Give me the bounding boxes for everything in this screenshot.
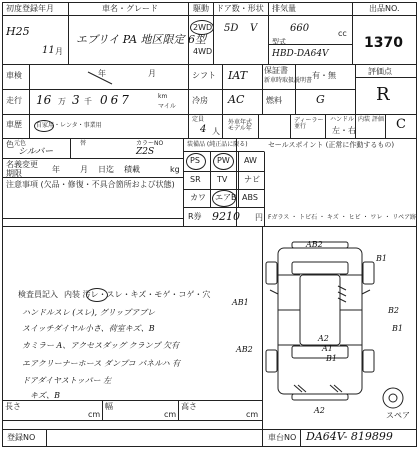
shaken-unit-year: 年 xyxy=(98,69,106,78)
damage-mark-ab1: AB1 xyxy=(232,298,249,307)
hyoka-value: R xyxy=(376,84,390,105)
soko-man-unit: 万 xyxy=(58,97,66,106)
shareki-options: 自家用・レンタ・事業用 xyxy=(36,122,102,129)
soko-man: 16 xyxy=(36,93,52,107)
first-reg-year: H25 xyxy=(6,25,30,38)
color-value: シルバー xyxy=(18,147,54,157)
ac-label: 冷房 xyxy=(192,96,208,105)
drive-4wd: 4WD xyxy=(193,47,213,56)
width-unit: cm xyxy=(164,410,177,419)
fuel-value: G xyxy=(316,93,325,106)
soko-sen: 3 xyxy=(72,93,80,107)
shaken-unit-month: 月 xyxy=(148,69,156,78)
inspector-note-6: キズ、B xyxy=(30,391,60,400)
inspector-note-2: スイッチダイヤル小さ、荷室キズ、B xyxy=(22,324,155,333)
ac-value: AC xyxy=(228,93,245,106)
length-unit: cm xyxy=(88,410,101,419)
damage-mark-b1-center: B1 xyxy=(326,354,337,363)
equip-sr: SR xyxy=(190,175,201,184)
doors-value: 5D xyxy=(224,23,239,34)
color-no-value: Z2S xyxy=(136,147,155,157)
style-label: 外車年式 モデル年 xyxy=(228,119,253,132)
damage-mark-b1-top: B1 xyxy=(376,254,387,263)
damage-mark-ab2-left: AB2 xyxy=(236,345,253,354)
damage-mark-a2-center: A2 xyxy=(318,334,329,343)
load-label: 積載 xyxy=(124,165,140,174)
damage-mark-b2: B2 xyxy=(388,306,399,315)
chassis-label: 車台NO xyxy=(268,433,297,442)
doors-label: ドア数・形状 xyxy=(216,4,264,13)
drive-label: 駆動 xyxy=(193,4,209,13)
soko-label: 走行 xyxy=(6,96,22,105)
drive-2wd: 2WD xyxy=(193,23,213,32)
naisou-value: C xyxy=(396,117,406,132)
r-label: R券 xyxy=(188,212,202,221)
first-reg-month-unit: 月 xyxy=(55,47,63,56)
equip-navi: ナビ xyxy=(244,175,260,184)
load-unit: kg xyxy=(170,165,180,174)
damage-mark-b1-right: B1 xyxy=(392,324,403,333)
equip-leather: カワ xyxy=(190,193,206,202)
shaken-label: 車検 xyxy=(6,71,22,80)
cc-label: 排気量 xyxy=(272,4,296,13)
damage-mark-a2-bottom: A2 xyxy=(314,406,325,415)
inspector-label: 検査員記入 xyxy=(18,290,58,299)
equip-ps: PS xyxy=(190,156,200,165)
teiin-label: 定員 xyxy=(192,116,205,123)
model-value: エブリイ PA 地区限定 6型 xyxy=(76,33,207,46)
soko-rest: 067 xyxy=(100,93,132,107)
height-unit: cm xyxy=(246,410,259,419)
spare-label: スペア xyxy=(386,411,410,420)
inspector-note-1: ハンドルスレ (スレ), グリップアブレ xyxy=(22,308,155,317)
equip-pw: PW xyxy=(217,156,230,165)
teiin-unit: 人 xyxy=(212,127,220,136)
chassis-value: DA64V- 819899 xyxy=(306,430,393,443)
color-label: 色 xyxy=(6,140,14,149)
touroku-label: 登録NO xyxy=(7,433,36,442)
hosho-value: 有・無 xyxy=(312,71,336,80)
fuel-label: 燃料 xyxy=(266,96,282,105)
katashiki-label: 型式 xyxy=(272,38,286,46)
handle-value: 左・右 xyxy=(332,126,356,135)
soko-unit: km xyxy=(158,93,168,100)
color-change: 替 xyxy=(80,140,87,147)
shareki-label: 車歴 xyxy=(6,120,22,129)
inspector-note-3: カミラー A、アクセスダッグ クランプ 欠有 xyxy=(22,341,180,350)
lot-value: 1370 xyxy=(364,35,403,51)
first-reg-month: 11 xyxy=(42,45,55,56)
soko-unit-mile: マイル xyxy=(158,103,176,110)
sales-point-sub: Fガラス ・ トビ石 ・ キズ ・ ヒビ ・ ワレ ・ リペア跡 xyxy=(268,214,417,221)
hyoka-label: 評価点 xyxy=(368,67,392,76)
equipment-header: 装備品 (純正品に限る) xyxy=(187,141,248,148)
teiin-value: 4 xyxy=(200,124,207,135)
shape-value: V xyxy=(250,23,258,34)
height-label: 高さ xyxy=(181,402,197,411)
damage-mark-ab2-top: AB2 xyxy=(306,240,323,249)
lot-label: 出品NO. xyxy=(369,4,400,13)
equip-tv: TV xyxy=(217,175,228,184)
color-sub: 元色 xyxy=(14,140,27,147)
cc-unit: cc xyxy=(338,29,347,38)
cc-value: 660 xyxy=(290,23,310,34)
r-value: 9210 xyxy=(212,210,240,223)
naisou-label: 内装 評価 xyxy=(358,116,384,123)
model-label: 車名・グレード xyxy=(102,4,158,13)
equip-abs: ABS xyxy=(242,193,258,202)
handle-label: ハンドル xyxy=(330,116,355,123)
sales-point-label: セールスポイント (正常に作動するもの) xyxy=(268,141,395,149)
width-label: 幅 xyxy=(105,402,113,411)
damage-mark-a1: A1 xyxy=(322,344,333,353)
meigi-label: 名義変更 期限 xyxy=(6,160,38,178)
shift-value: IAT xyxy=(228,69,248,82)
shift-label: シフト xyxy=(192,71,216,80)
equip-aw: AW xyxy=(244,156,257,165)
inspector-note-5: ドアダイヤストッパー 左 xyxy=(22,376,112,385)
chui-label: 注意事項 (欠品・修復・不具合箇所および状態) xyxy=(6,180,175,189)
katashiki-value: HBD-DA64V xyxy=(272,49,329,59)
hosho-label: 保証書 xyxy=(264,66,288,75)
length-label: 長さ xyxy=(5,402,21,411)
meigi-year: 年 xyxy=(52,165,60,174)
dealer-label: ディーラー 並行 xyxy=(294,117,324,130)
hosho-sub: 新車時取扱説明書 xyxy=(264,77,313,84)
inspector-tags: 内装 汚レ・スレ・キズ・モゲ・コゲ・穴 xyxy=(64,290,211,299)
first-reg-label: 初度登録年月 xyxy=(6,4,54,13)
equip-airbag: エアB xyxy=(215,193,237,202)
meigi-day: 日迄 xyxy=(98,165,114,174)
meigi-month: 月 xyxy=(80,165,88,174)
color-no-label: カラーNO xyxy=(136,140,164,147)
inspector-note-4: エアクリーナーホース ダンプコ パネルハ 有 xyxy=(22,359,181,368)
r-unit: 円 xyxy=(255,213,263,222)
soko-sen-unit: 千 xyxy=(84,97,92,106)
